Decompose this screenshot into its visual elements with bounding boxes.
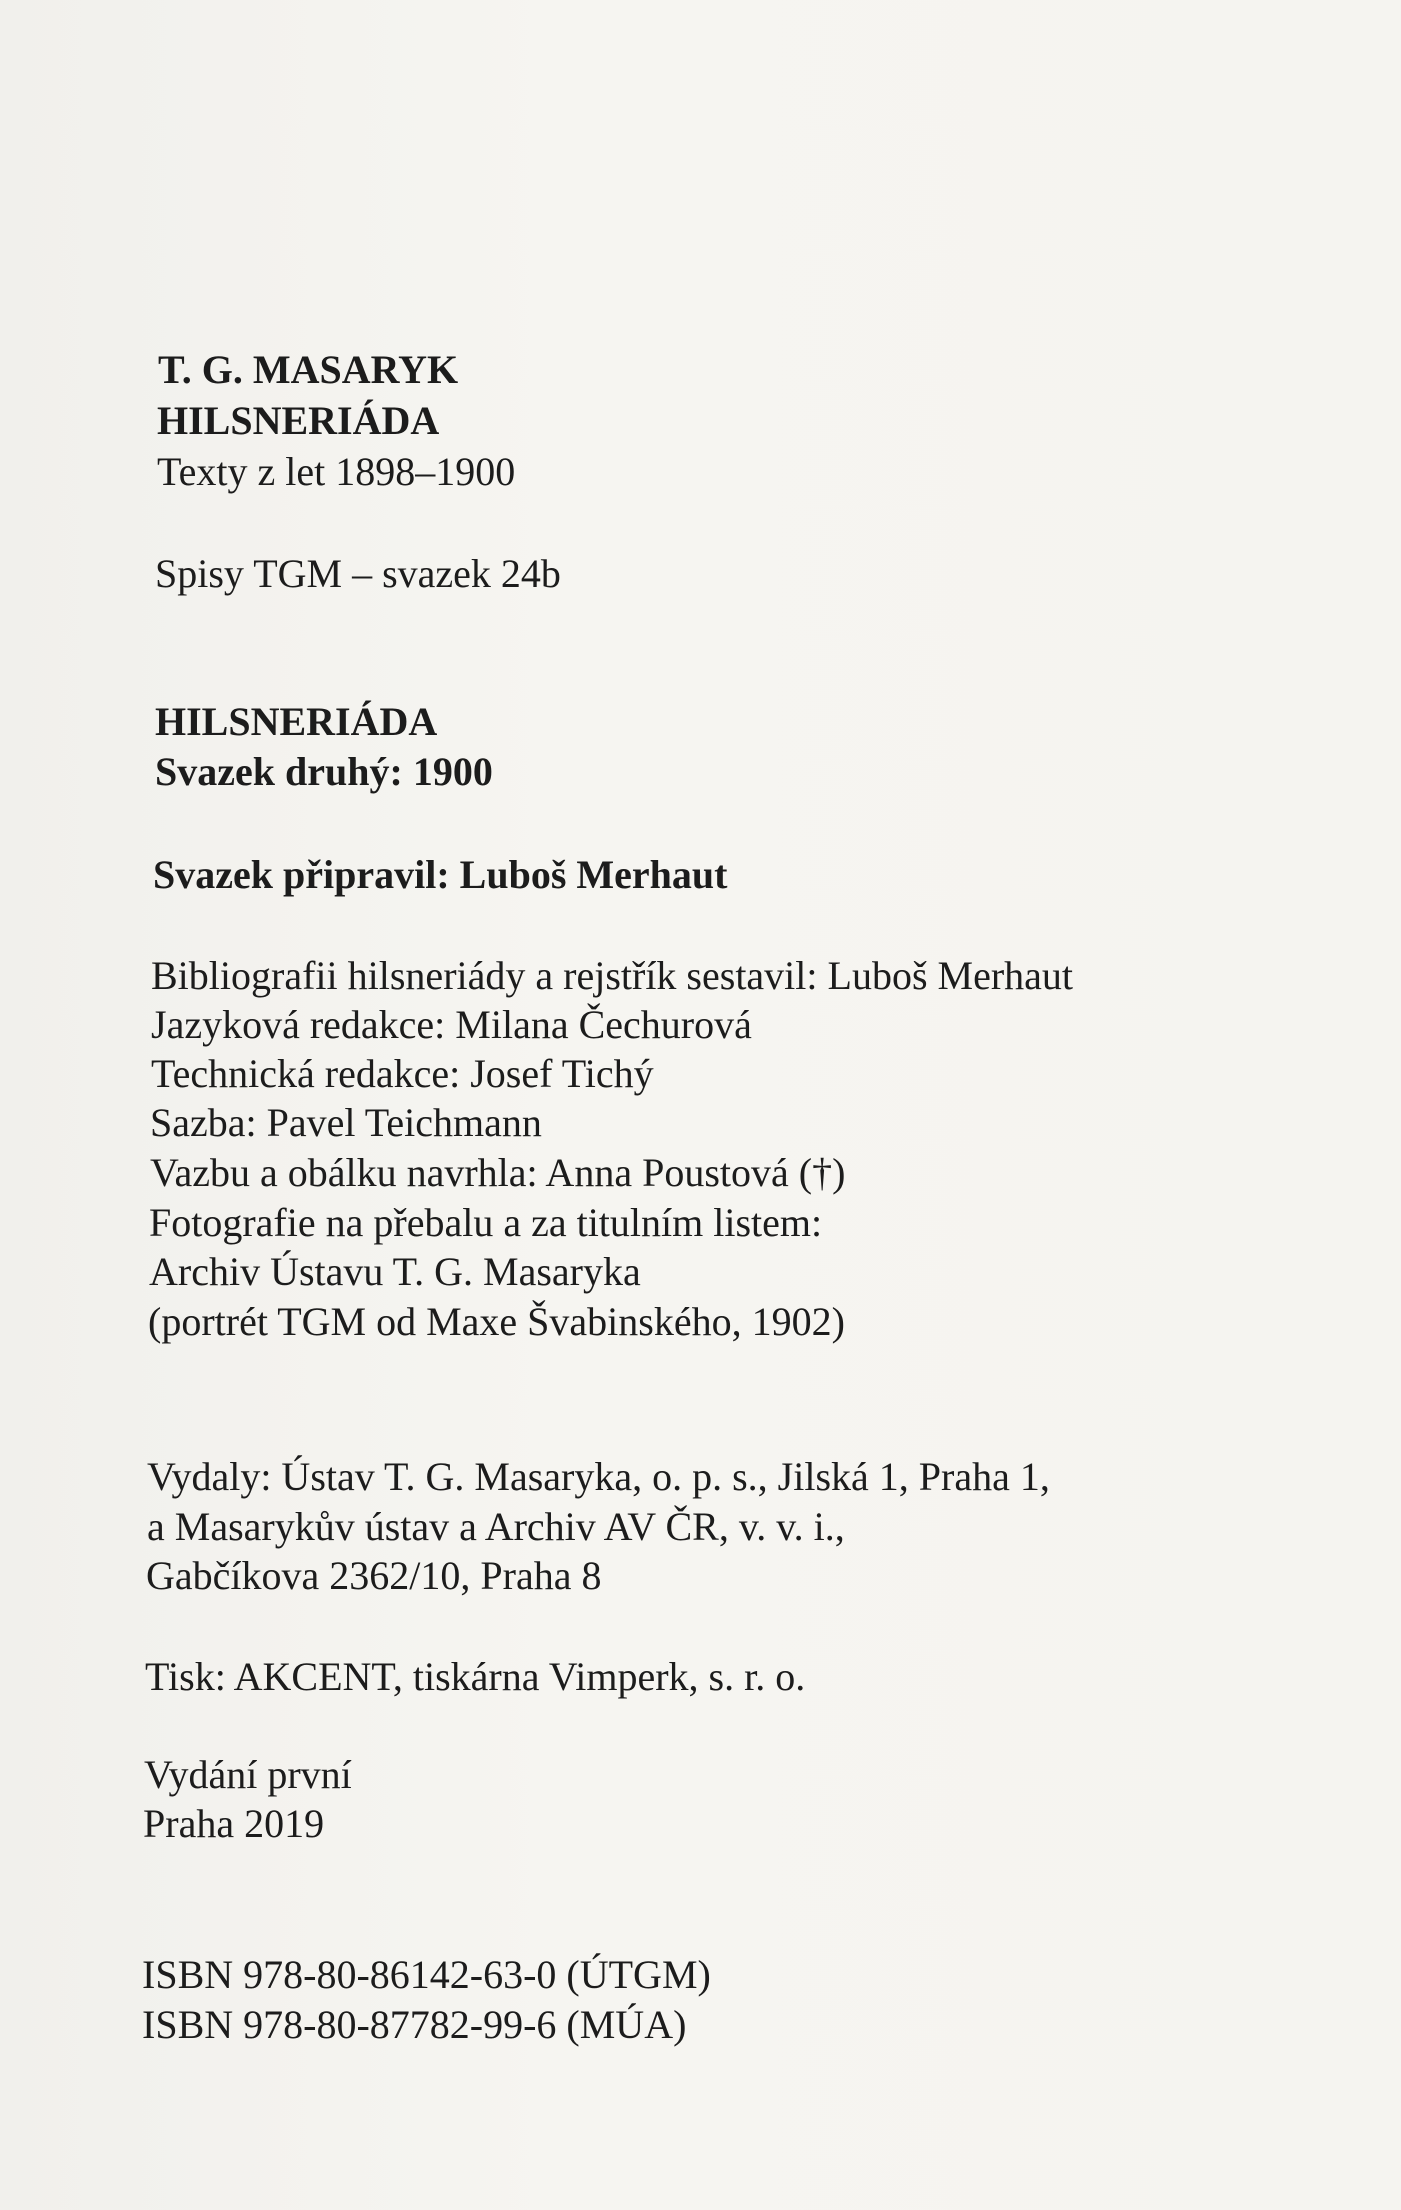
credit-line: Archiv Ústavu T. G. Masaryka [149,1249,641,1294]
isbn-line: ISBN 978-80-87782-99-6 (MÚA) [142,2002,687,2047]
edition-label: Vydání první [144,1752,352,1797]
author: T. G. MASARYK [158,347,459,392]
volume-editor: Svazek připravil: Luboš Merhaut [153,852,728,897]
series-line: Spisy TGM – svazek 24b [155,551,561,596]
credit-line: Bibliografii hilsneriády a rejstřík sestavil: Luboš Merhaut [151,953,1074,998]
volume-number: Svazek druhý: 1900 [155,749,493,794]
credit-line: Vazbu a obálku navrhla: Anna Poustová (†) [150,1150,846,1195]
printer-line: Tisk: AKCENT, tiskárna Vimperk, s. r. o. [145,1654,806,1699]
publisher-line: Gabčíkova 2362/10, Praha 8 [146,1553,602,1598]
credit-line: Technická redakce: Josef Tichý [151,1051,654,1096]
publisher-line: Vydaly: Ústav T. G. Masaryka, o. p. s., Jilská 1, Praha 1, [147,1454,1050,1499]
publisher-line: a Masarykův ústav a Archiv AV ČR, v. v. i., [147,1504,845,1549]
credit-line: (portrét TGM od Maxe Švabinského, 1902) [148,1299,845,1344]
volume-title: HILSNERIÁDA [155,699,438,744]
book-title: HILSNERIÁDA [157,398,440,443]
book-subtitle: Texty z let 1898–1900 [157,449,516,494]
isbn-line: ISBN 978-80-86142-63-0 (ÚTGM) [142,1952,711,1997]
credit-line: Fotografie na přebalu a za titulním listem: [149,1200,823,1245]
credit-line: Sazba: Pavel Teichmann [150,1100,542,1145]
credit-line: Jazyková redakce: Milana Čechurová [151,1002,752,1047]
edition-place-year: Praha 2019 [143,1801,325,1846]
